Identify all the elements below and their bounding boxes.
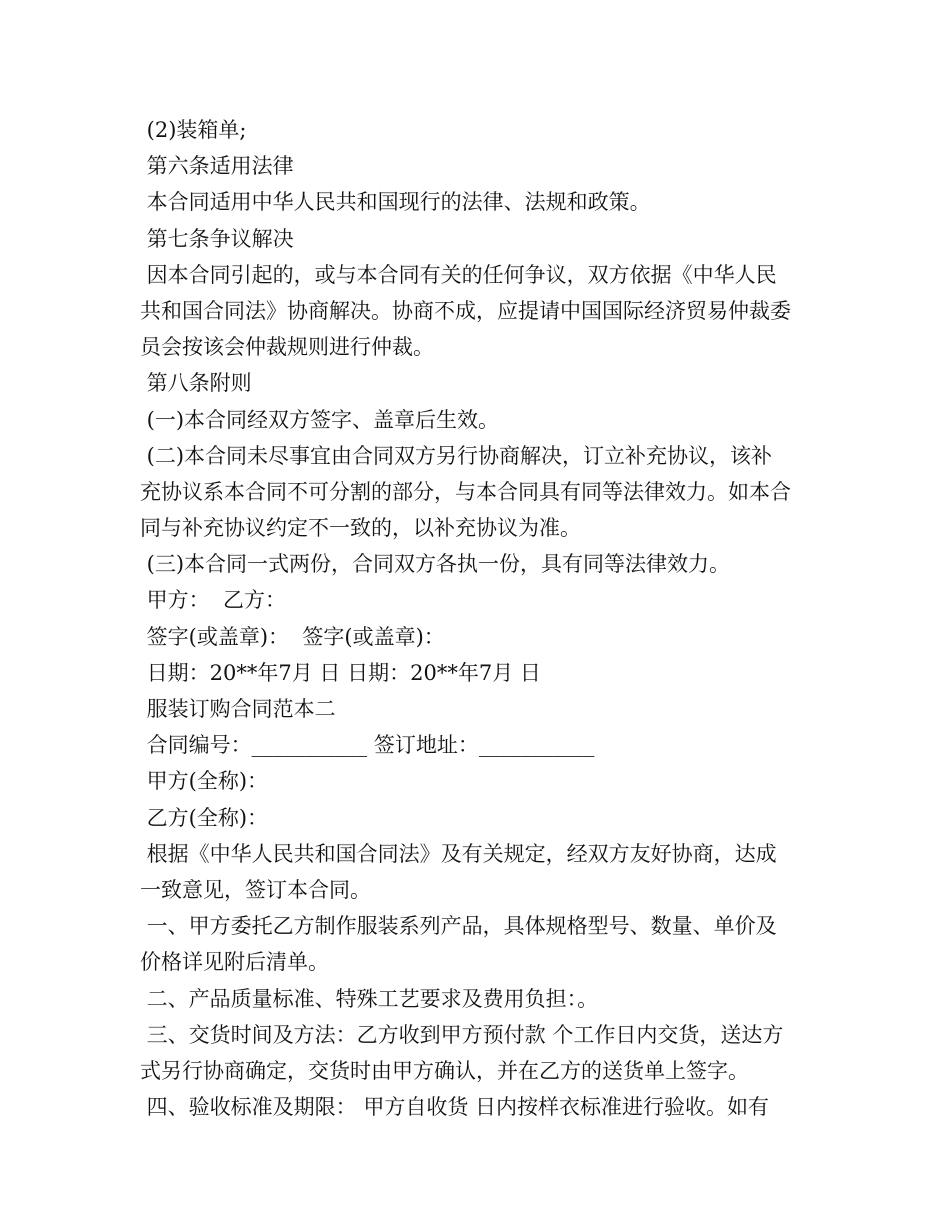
text-line: 签字(或盖章)： 签字(或盖章)： <box>140 624 445 649</box>
text-line: 三、交货时间及方法：乙方收到甲方预付款 个工作日内交货，送达方 <box>140 1022 784 1047</box>
text-line: 一、甲方委托乙方制作服装系列产品，具体规格型号、数量、单价及 <box>140 914 777 939</box>
text-line: 甲方： 乙方： <box>140 588 287 613</box>
text-line: 式另行协商确定，交货时由甲方确认，并在乙方的送货单上签字。 <box>140 1058 749 1083</box>
text-line: 服装订购合同范本二 <box>140 697 336 721</box>
text-line: 因本合同引起的，或与本合同有关的任何争议，双方依据《中华人民 <box>140 262 777 287</box>
text-line: 第七条争议解决 <box>140 226 294 251</box>
text-line: 第六条适用法律 <box>140 154 294 179</box>
text-line: (2)装箱单; <box>140 118 247 142</box>
text-line: 日期：20**年7月 日 日期：20**年7月 日 <box>140 660 541 685</box>
text-line: 乙方(全称)： <box>140 805 269 830</box>
text-line: 价格详见附后清单。 <box>140 950 329 975</box>
text-line: 一致意见，签订本合同。 <box>140 877 371 902</box>
text-line: (二)本合同未尽事宜由合同双方另行协商解决，订立补充协议，该补 <box>140 443 773 468</box>
text-line: 共和国合同法》协商解决。协商不成，应提请中国国际经济贸易仲裁委 <box>140 298 791 323</box>
text-line: 甲方(全称)： <box>140 769 269 794</box>
text-line: (一)本合同经双方签字、盖章后生效。 <box>140 407 500 432</box>
text-line: 同与补充协议约定不一致的，以补充协议为准。 <box>140 516 581 541</box>
text-line: 员会按该会仲裁规则进行仲裁。 <box>140 335 434 360</box>
text-line: (三)本合同一式两份，合同双方各执一份，具有同等法律效力。 <box>140 552 731 577</box>
text-line: 合同编号：___________ 签订地址：___________ <box>140 733 595 758</box>
text-line: 二、产品质量标准、特殊工艺要求及费用负担：。 <box>140 986 599 1011</box>
text-line: 四、验收标准及期限： 甲方自收货 日内按样衣标准进行验收。如有 <box>140 1095 770 1120</box>
text-line: 本合同适用中华人民共和国现行的法律、法规和政策。 <box>140 190 651 215</box>
text-line: 根据《中华人民共和国合同法》及有关规定，经双方友好协商，达成 <box>140 841 777 866</box>
document-body <box>140 112 820 1125</box>
text-line: 充协议系本合同不可分割的部分，与本合同具有同等法律效力。如本合 <box>140 479 791 504</box>
text-line: 第八条附则 <box>140 371 252 396</box>
